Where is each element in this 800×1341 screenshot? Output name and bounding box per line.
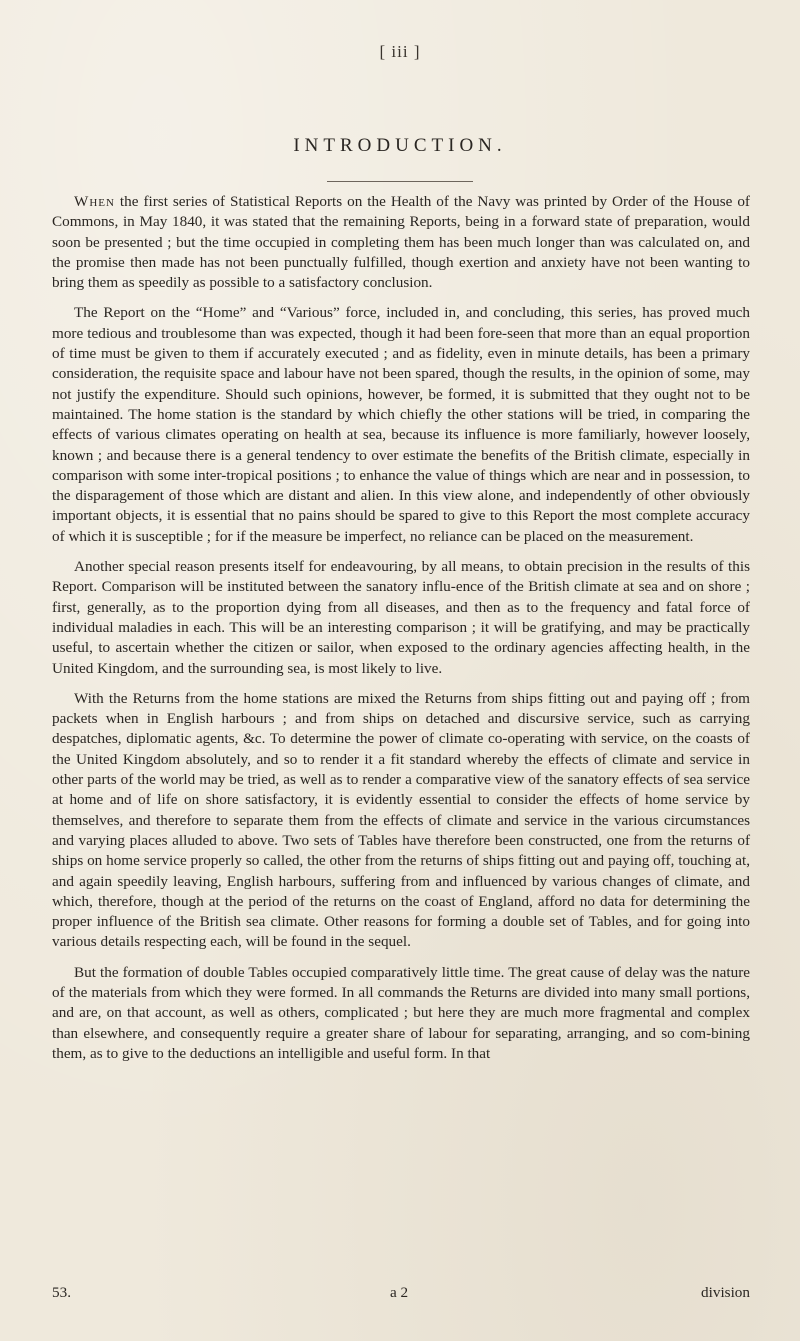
paragraph-3: Another special reason presents itself for endeavouring, by all means, to obtain precision in the results of this Report. Comparison will be instituted between the sanatory influ-ence of the British climate at sea and on shore ; first, generally, as to the proportion dying from all diseases, and then as to the frequency and fatal force of individual maladies in each. This will be an interesting comparison ; it will be gratifying, and may be practically useful, to ascertain whether the citizen or sailor, when exposed to the ordinary agencies affecting health, in the United Kingdom, and the surrounding sea, is most likely to live. xyxy=(52,558,750,677)
paragraph-1-lead-word: When xyxy=(74,193,115,210)
paragraph-2: The Report on the “Home” and “Various” force, included in, and concluding, this series, has proved much more tedious and troublesome than was expected, though it had been fore-seen that more than an equal proportion of time must be given to them if accurately executed ; and as fidelity, even in minute details, has been a primary consideration, the requisite space and labour have not been spared, though the results, in the opinion of some, may not justify the expenditure. Should such opinions, however, be formed, it is submitted that they ought not to be maintained. The home station is the standard by which chiefly the other stations will be tried, in comparing the effects of various climates operating on health at sea, because its influence is more familiarly, however loosely, known ; and because there is a general tendency to over estimate the benefits of the British climate, especially in comparison with some inter-tropical positions ; to enhance the value of things which are near and in possession, to the disparagement of those which are distant and alien. In this view alone, and independently of other obviously important objects, it is essential that no pains should be spared to give to this Report the most complete accuracy of which it is susceptible ; for if the measure be imperfect, no reliance can be placed on the measurement. xyxy=(52,304,750,545)
catchword: division xyxy=(701,1284,750,1301)
paragraph-1-text: the first series of Statistical Reports on the Health of the Navy was printed by Order of the House of Commons, in May 1840, it was stated that the remaining Reports, being in a forward state of preparation, would soon be presented ; but the time occupied in completing them has been much longer than was calculated on, and the promise then made has not been punctually fulfilled, though exertion and anxiety have not been wanting to bring them as speedily as possible to a satisfactory conclusion. xyxy=(52,193,750,292)
paragraph-4: With the Returns from the home stations are mixed the Returns from ships fitting out and paying off ; from packets when in English harbours ; and from ships on detached and discursive service, such as carrying despatches, diplomatic agents, &c. To determine the power of climate co-operating with service, on the coasts of the United Kingdom absolutely, and so to render it a fit standard whereby the effects of climate and service in other parts of the world may be tried, as well as to render a comparative view of the sanatory effects of sea service at home and of life on shore satisfactory, it is evidently essential to consider the effects of home service by themselves, and therefore to separate them from the effects of climate and service in the various circumstances and varying places alluded to above. Two sets of Tables have therefore been constructed, one from the returns of ships on home service properly so called, the other from the returns of ships fitting out and paying off, touching at, and again speedily leaving, English harbours, suffering from and influenced by various changes of climate, and which, therefore, though at the period of the returns on the coast of England, afford no data for determining the proper influence of the British sea climate. Other reasons for forming a double set of Tables, and for going into various details respecting each, will be found in the sequel. xyxy=(52,689,750,951)
paragraph-1 xyxy=(52,192,750,293)
title-rule xyxy=(327,181,473,182)
page-folio: [ iii ] xyxy=(379,42,421,61)
page-footer xyxy=(52,1284,750,1304)
page-title: INTRODUCTION. xyxy=(293,135,507,156)
body-text xyxy=(52,192,750,1074)
paragraph-5: But the formation of double Tables occupied comparatively little time. The great cause of delay was the nature of the materials from which they were formed. In all commands the Returns are divided into many small portions, and are, on that account, as well as others, complicated ; but here they are much more fragmental and complex than elsewhere, and consequently require a greater share of labour for separating, arranging, and so com-bining them, as to give to the deductions an intelligible and useful form. In that xyxy=(52,963,750,1062)
signature-number: 53. xyxy=(52,1284,71,1301)
signature-mark: a 2 xyxy=(390,1284,409,1301)
